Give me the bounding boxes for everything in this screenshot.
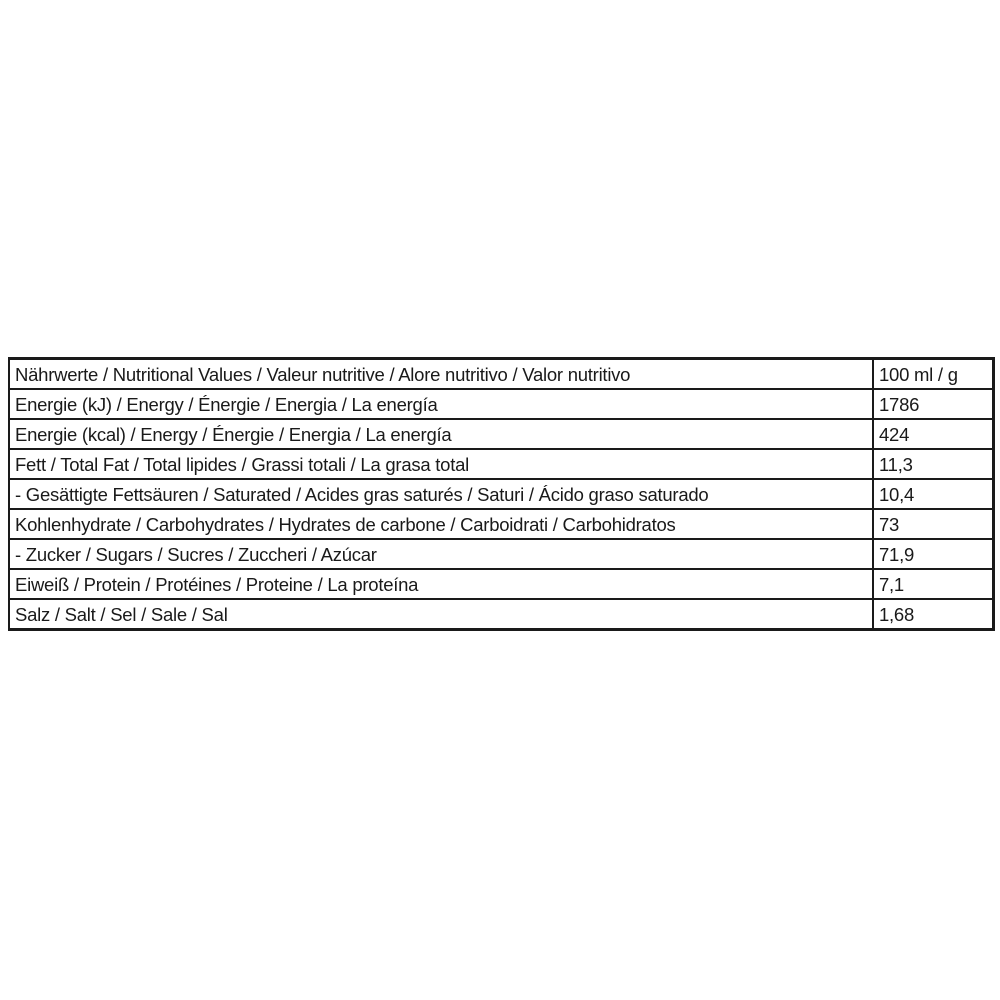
nutrient-value: 10,4 — [873, 479, 993, 509]
nutrient-label: - Gesättigte Fettsäuren / Saturated / Acides gras saturés / Saturi / Ácido graso saturado — [9, 479, 873, 509]
nutrient-label: Kohlenhydrate / Carbohydrates / Hydrates de carbone / Carboidrati / Carbohidratos — [9, 509, 873, 539]
table-header-row — [9, 359, 993, 390]
nutrition-table — [8, 357, 995, 631]
nutrient-label: Salz / Salt / Sel / Sale / Sal — [9, 599, 873, 630]
table-row — [9, 479, 993, 509]
table-row — [9, 569, 993, 599]
nutrient-label: - Zucker / Sugars / Sucres / Zuccheri / Azúcar — [9, 539, 873, 569]
nutrient-label: Fett / Total Fat / Total lipides / Grassi totali / La grasa total — [9, 449, 873, 479]
nutrient-value: 424 — [873, 419, 993, 449]
nutrient-value: 73 — [873, 509, 993, 539]
unit-header: 100 ml / g — [873, 359, 993, 390]
nutrient-value: 71,9 — [873, 539, 993, 569]
nutrient-value: 11,3 — [873, 449, 993, 479]
table-row — [9, 539, 993, 569]
nutrient-label: Energie (kcal) / Energy / Énergie / Energia / La energía — [9, 419, 873, 449]
nutrient-value: 1,68 — [873, 599, 993, 630]
table-row — [9, 449, 993, 479]
table-row — [9, 389, 993, 419]
table-row — [9, 509, 993, 539]
nutrient-label: Energie (kJ) / Energy / Énergie / Energia / La energía — [9, 389, 873, 419]
nutrient-label: Eiweiß / Protein / Protéines / Proteine / La proteína — [9, 569, 873, 599]
table-row — [9, 419, 993, 449]
nutrient-value: 7,1 — [873, 569, 993, 599]
nutrient-value: 1786 — [873, 389, 993, 419]
table-row — [9, 599, 993, 630]
nutrient-label: Nährwerte / Nutritional Values / Valeur nutritive / Alore nutritivo / Valor nutritivo — [9, 359, 873, 390]
